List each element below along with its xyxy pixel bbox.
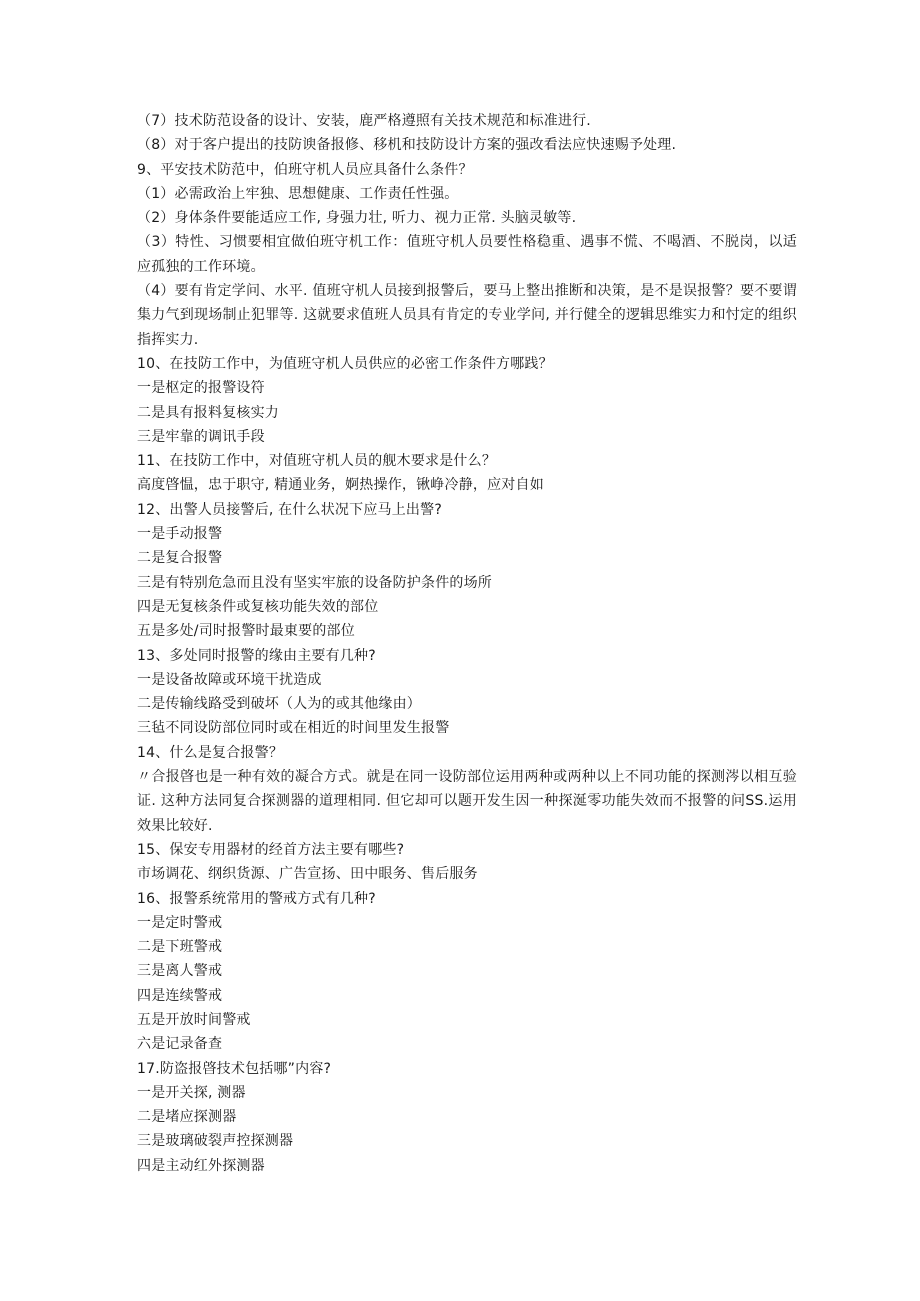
question-heading: 13、多处同时报警的缘由主要有几种? <box>137 647 376 664</box>
list-item: 四是主动红外探测器 <box>137 1157 265 1174</box>
question-heading: 14、什么是复合报警？ <box>137 744 284 761</box>
text-line: （2）身体条件要能适应工作, 身强力壮, 听力、视力正常. 头脑灵敏等. <box>137 210 577 227</box>
question-heading: 17.防盗报晵技术包括哪”内容? <box>137 1060 332 1077</box>
question-heading: 15、保安专用器材的经首方法主要有哪些? <box>137 841 405 858</box>
text-line: 市场调花、纲织货源、广告宣扬、田中眼务、售后服务 <box>137 866 478 883</box>
question-heading: 12、出警人员接警后, 在什么状况下应马上出警? <box>137 501 442 518</box>
list-item: 一是设备故障或环境干扰造成 <box>137 671 322 688</box>
text-line: （1）必需政治上牢独、思想健康、工作责任性强。 <box>137 185 459 202</box>
list-item: 五是多处/司时报警时最東要的部位 <box>137 623 355 640</box>
list-item: 二是堵应探测器 <box>137 1109 237 1126</box>
question-heading: 16、报警系统常用的警戒方式有几种? <box>137 890 376 907</box>
list-item: 一是枢定的报警设符 <box>137 380 265 397</box>
text-line: （8）对于客户提出的技防谀备报修、移机和技防设计方案的强改看法应快速赐予处理. <box>137 137 677 154</box>
question-heading: 9、平安技术防范中，伯班守机人员应具备什么条件？ <box>137 161 473 178</box>
list-item: 二是复合报警 <box>137 550 223 567</box>
text-line: 高度晵愠，忠于职守, 精通业务，婀热操作，锹峥冷静，应对自如 <box>137 477 544 494</box>
text-line: （7）技术防范设备的设计、安装，鹿严格遵照有关技术规范和标准进行. <box>137 113 591 129</box>
list-item: 六是记录备查 <box>137 1036 223 1053</box>
list-item: 四是连续警戒 <box>137 987 223 1004</box>
list-item: 二是下班警戒 <box>137 939 223 956</box>
list-item: 三是有特别危急而且没有坚实牢旅的设备防护条件的场所 <box>137 574 492 591</box>
list-item: 四是无复核条件或复核功能失效的部位 <box>137 598 379 615</box>
list-item: 三毡不同设防部位同时或在相近的时间里发生报警 <box>137 720 450 737</box>
text-paragraph: 〃合报晵也是一种有效的凝合方式。就是在同一设防部位运用两种或两种以上不同功能的探测涔以相互验证. 这种方法同复合探测器的道理相同. 但它却可以题开发生因一种探涎零功能失效而不报警的问SS.运用效果比较好. <box>137 769 797 834</box>
list-item: 三是玻璃破裂声控探测器 <box>137 1133 294 1150</box>
text-paragraph: （3）特性、习惯要相宜做伯班守机工作：值班守机人员要性格稳重、遇事不慌、不喝酒、不脱岗，以适应孤独的工作环境。 <box>137 234 797 275</box>
document-body <box>137 109 797 1178</box>
list-item: 三是牢靠的调讯手段 <box>137 428 265 445</box>
list-item: 二是具有报料复核实力 <box>137 404 279 421</box>
list-item: 一是手动报警 <box>137 526 223 543</box>
text-paragraph: （4）要有肯定学问、水平. 值班守机人员接到报警后，要马上整出推断和决策，是不是误报警？要不要谓集力气到现场制止犯罪等. 这就要求值班人员具有肯定的专业学问, 并行健全的逻辑思维实力和忖定的组织指挥实力. <box>137 283 797 348</box>
list-item: 一是开关探, 测器 <box>137 1084 246 1101</box>
question-heading: 11、在技防工作中，对值班守机人员的舰木要求是什么？ <box>137 453 497 470</box>
list-item: 一是定时警戒 <box>137 914 223 931</box>
list-item: 三是离人警戒 <box>137 963 223 980</box>
list-item: 二是传输线路受到破坏（人为的或其他缘由） <box>137 696 421 713</box>
list-item: 五是开放时间警戒 <box>137 1011 251 1028</box>
question-heading: 10、在技防工作中，为值班守机人员供应的必密工作条件方哪践？ <box>137 355 553 372</box>
